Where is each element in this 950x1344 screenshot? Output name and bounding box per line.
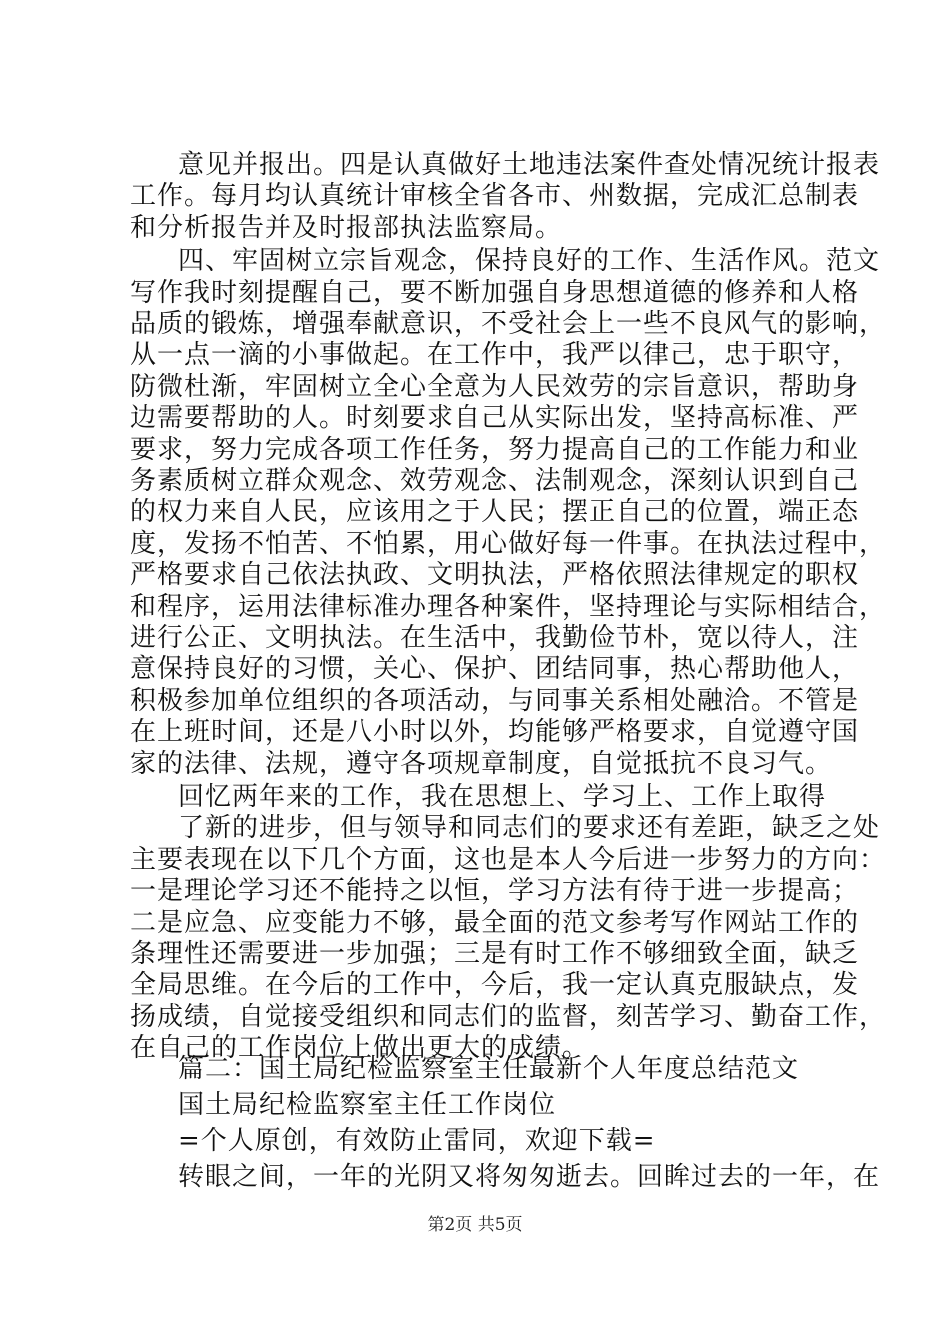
text-line: 二是应急、应变能力不够，最全面的范文参考写作网站工作的	[130, 908, 860, 938]
text-line: 家的法律、法规，遵守各项规章制度，自觉抵抗不良习气。	[130, 749, 833, 779]
text-line: 严格要求自己依法执政、文明执法，严格依照法律规定的职权	[130, 560, 860, 590]
text-line: 写作我时刻提醒自己，要不断加强自身思想道德的修养和人格	[130, 278, 860, 308]
text-line: 在自己的工作岗位上做出更大的成绩。	[130, 1033, 590, 1063]
text-line: 转眼之间，一年的光阴又将匆匆逝去。回眸过去的一年，在	[178, 1162, 881, 1192]
text-line: 和分析报告并及时报部执法监察局。	[130, 213, 563, 243]
text-line: =个人原创，有效防止雷同，欢迎下载=	[178, 1126, 656, 1156]
text-line: 从一点一滴的小事做起。在工作中，我严以律己，忠于职守，	[130, 340, 860, 370]
text-line: 品质的锻炼，增强奉献意识，不受社会上一些不良风气的影响，	[130, 309, 887, 339]
text-line: 要求，努力完成各项工作任务，努力提高自己的工作能力和业	[130, 435, 860, 465]
text-line: 务素质树立群众观念、效劳观念、法制观念，深刻认识到自己	[130, 466, 860, 496]
text-line: 进行公正、文明执法。在生活中，我勤俭节朴，宽以待人，注	[130, 623, 860, 653]
text-line: 一是理论学习还不能持之以恒，学习方法有待于进一步提高；	[130, 876, 860, 906]
text-line: 四、牢固树立宗旨观念，保持良好的工作、生活作风。范文	[178, 246, 881, 276]
text-line: 条理性还需要进一步加强；三是有时工作不够细致全面，缺乏	[130, 939, 860, 969]
text-line: 积极参加单位组织的各项活动，与同事关系相处融洽。不管是	[130, 686, 860, 716]
text-line: 防微杜渐，牢固树立全心全意为人民效劳的宗旨意识，帮助身	[130, 372, 860, 402]
text-line: 在上班时间，还是八小时以外，均能够严格要求，自觉遵守国	[130, 717, 860, 747]
text-line: 边需要帮助的人。时刻要求自己从实际出发，坚持高标准、严	[130, 403, 860, 433]
text-line: 回忆两年来的工作，我在思想上、学习上、工作上取得	[178, 782, 827, 812]
text-line: 全局思维。在今后的工作中，今后，我一定认真克服缺点，发	[130, 970, 860, 1000]
text-line: 扬成绩，自觉接受组织和同志们的监督，刻苦学习、勤奋工作，	[130, 1002, 887, 1032]
text-line: 国土局纪检监察室主任工作岗位	[178, 1090, 557, 1120]
text-line: 意见并报出。四是认真做好土地违法案件查处情况统计报表	[178, 150, 881, 180]
text-line: 度，发扬不怕苦、不怕累，用心做好每一件事。在执法过程中，	[130, 529, 887, 559]
page-footer: 第2页 共5页	[427, 1215, 523, 1235]
text-line: 了新的进步，但与领导和同志们的要求还有差距，缺乏之处	[178, 813, 881, 843]
text-line: 主要表现在以下几个方面，这也是本人今后进一步努力的方向：	[130, 845, 887, 875]
text-line: 工作。每月均认真统计审核全省各市、州数据，完成汇总制表	[130, 181, 860, 211]
text-line: 和程序，运用法律标准办理各种案件，坚持理论与实际相结合，	[130, 592, 887, 622]
section-heading: 篇二：国土局纪检监察室主任最新个人年度总结范文	[178, 1054, 800, 1084]
text-line: 意保持良好的习惯，关心、保护、团结同事，热心帮助他人，	[130, 654, 860, 684]
text-line: 的权力来自人民，应该用之于人民；摆正自己的位置，端正态	[130, 497, 860, 527]
